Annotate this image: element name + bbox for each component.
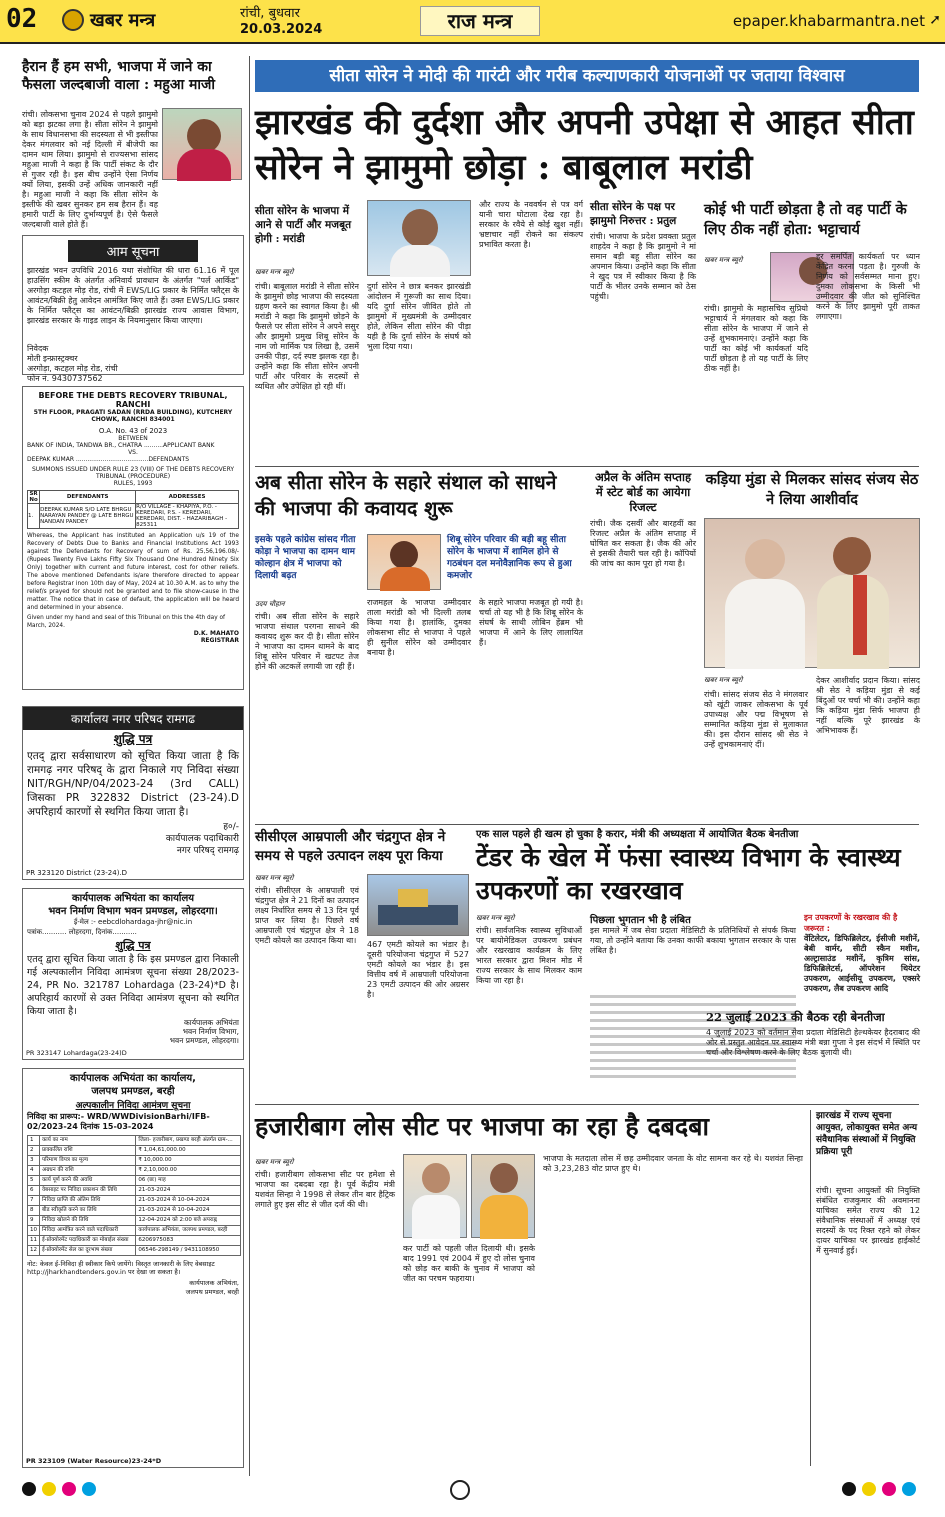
- health-kicker: एक साल पहले ही खत्म हो चुका है करार, मंत्री की अध्यक्षता में आयोजित बैठक बेनतीजा: [476, 829, 799, 840]
- tender-cell: 6: [28, 1186, 40, 1196]
- health-headline: टेंडर के खेल में फंसा स्वास्थ्य विभाग के स्वास्थ्य उपकरणों का रखरखाव: [476, 843, 901, 905]
- hazaribagh-body: रांची। हजारीबाग लोकसभा सीट पर हमेशा से भाजपा का दबदबा रहा है। पूर्व केंद्रीय मंत्री यशवंत सिन्हा ने 1998 से लेकर तीन बार हैट्रिक लगाते हुए इस सीट से जीत दर्ज की थी।: [255, 1170, 395, 1209]
- ramgarh-notice: [22, 706, 244, 880]
- column-rule: [249, 56, 250, 1476]
- register-mark-icon: [450, 1480, 470, 1500]
- tender-row: [28, 1176, 241, 1186]
- tender-cell: कार्य का नाम: [40, 1136, 136, 1146]
- drt-td-def: DEEPAK KUMAR S/O LATE BHRGU NARAYAN PANDEY @ LATE BHRGU NANDAN PANDEY: [40, 504, 136, 529]
- barhi-table: [27, 1135, 241, 1256]
- tender-cell: 10: [28, 1226, 40, 1236]
- issue-date: 20.03.2024: [240, 22, 323, 37]
- barhi-sign: कार्यपालक अभियंता, जलपथ प्रमण्डल, बरही: [185, 1279, 239, 1296]
- tender-cell: 21-03-2024 से 10-04-2024: [136, 1206, 241, 1216]
- lohardaga-body: एतद् द्वारा सूचित किया जाता है कि इस प्रमण्डल द्वारा निकाली गई अल्पकालीन निविदा आमंत्रण सूचना संख्या 28/2023-24, PR No. 321787 Lohardaga (23-24)*D है। अपरिहार्य कारणों से उक्त निविदा आमंत्रण सूचना को स्थगित किया जाता है।: [27, 954, 239, 1017]
- candidate-photo: [471, 1154, 535, 1238]
- tender-cell: 12-04-2024 को 2:00 बजे अपराह्न: [136, 1216, 241, 1226]
- marandi-body-2: दुर्गा सोरेन ने छात्र बनकर झारखंडी आंदोलन में गुरूजी का साथ दिया। यदि दुर्गा सोरेन जीवित होते तो झामुमो में मुख्यमंत्री के उम्मीदवार होते, लेकिन सीता सोरेन की पीड़ा यही है कि दुर्गा सोरेन के संघर्ष को भुला दिया गया।: [367, 282, 471, 351]
- drt-vs: VS.: [128, 449, 138, 456]
- cursor-icon: ➚: [929, 12, 941, 28]
- drt-td-sr: 1.: [28, 504, 40, 529]
- color-dots-left: [22, 1482, 102, 1498]
- tender-row: [28, 1246, 241, 1256]
- kariya-story: [704, 470, 920, 820]
- health-sub-body: इस मामले में जब सेवा प्रदाता मेडिसिटी के प्रतिनिधियों से संपर्क किया गया, तो उन्होंने बताया कि उनका काफी बकाया भुगतान सरकार के पास लंबित है।: [590, 926, 796, 955]
- tender-cell: जिला- हजारीबाग, प्रखण्ड बरही अंतर्गत ग्राम-...: [136, 1136, 241, 1146]
- tender-cell: 21-03-2024: [136, 1186, 241, 1196]
- barhi-title: अल्पकालीन निविदा आमंत्रण सूचना: [75, 1101, 191, 1111]
- marandi-body: रांची। बाबूलाल मरांडी ने सीता सोरेन के झामुमो छोड़ भाजपा की सदस्यता ग्रहण करने का स्वागत किया है। श्री मरांडी ने कहा कि झामुमो छोड़ने के फैसले पर सीता सोरेन ने अपने ससुर और झामुमो प्रमुख शिबू सोरेन के नाम जो मार्मिक पत्र लिखा है, उसमें उनकी पीड़ा, दर्द स्पष्ट झलक रहा है। उन्होंने कहा कि सीता सोरेन अपनी पार्टी और परिवार के सदस्यों से व्यथित और उपेक्षित हो रही थीं।: [255, 282, 359, 391]
- section-name: राज मन्त्र: [420, 6, 540, 36]
- lead-headline: झारखंड की दुर्दशा और अपनी उपेक्षा से आहत सीता सोरेन ने झामुमो छोड़ा : बाबूलाल मरांडी: [255, 102, 914, 188]
- aam-suchna-body: झारखंड भवन उपविधि 2016 यथा संशोधित की धारा 61.16 में पूल हाउसिंग स्कीम के अंतर्गत अनिवार्य प्रावधान के अंतर्गत "पर्ल आर्किड" अरगोड़ा कटहल मोड़ रोड, रांची में EWS/LIG प्रकार के निर्मित फ्लैट्स के आवंटन/बिक्री हेतु आवेदन आमंत्रित किए जाते हैं। उक्त EWS/LIG प्रकार के निर्मित फ्लैट्स का आवंटन/बिक्री झारखंड राज्य आवास विभाग, झारखंड सरकार के गाइड लाइन के नियमानुसार किया जाएगा।: [27, 266, 239, 325]
- tender-cell: प्राक्कलित राशि: [40, 1146, 136, 1156]
- bhattacharya-story: [704, 200, 920, 462]
- ramgarh-pr: PR 323120 District (23-24).D: [26, 869, 128, 877]
- commission-body: रांची। सूचना आयुक्तों की नियुक्ति संबंधित राजकुमार की अवमानना याचिका समेत राज्य की 12 संवैधानिक संस्थाओं में अध्यक्ष एवं सदस्यों के पद रिक्त रहने को लेकर दायर याचिका पर झारखंड हाईकोर्ट में सुनवाई हुई।: [816, 1186, 920, 1255]
- tender-cell: निविदा प्राप्ति की अंतिम तिथि: [40, 1196, 136, 1206]
- lohardaga-office: कार्यपालक अभियंता का कार्यालय भवन निर्माण विभाग भवन प्रमण्डल, लोहरदगा।: [48, 893, 218, 917]
- epaper-url[interactable]: epaper.khabarmantra.net: [732, 12, 925, 30]
- health-byline: खबर मन्त्र ब्यूरो: [476, 914, 515, 922]
- barhi-pr: PR 323109 (Water Resource)23-24*D: [26, 1457, 162, 1465]
- health-box: [804, 912, 920, 1006]
- drt-rules: RULES, 1993: [113, 480, 153, 487]
- tender-cell: 2: [28, 1146, 40, 1156]
- santhal-body-3: के सहारे भाजपा मजबूत हो गयी है। चर्चा तो यह भी है कि शिबू सोरेन के संघर्ष के साथी लोबिन हेंब्रम भी भाजपा में आने के लिए लालायित हैं।: [479, 598, 583, 647]
- sita-photo: [367, 534, 441, 590]
- hazaribagh-byline: खबर मन्त्र ब्यूरो: [255, 1158, 294, 1166]
- tender-row: [28, 1186, 241, 1196]
- lohardaga-sign: कार्यपालक अभियंता भवन निर्माण विभाग, भवन प्रमण्डल, लोहरदगा।: [169, 1018, 239, 1045]
- ccl-photo: [367, 874, 469, 936]
- drt-th-sr: SR No: [29, 491, 38, 503]
- logo-icon: [62, 9, 84, 31]
- tender-row: [28, 1136, 241, 1146]
- tender-cell: ई-प्रोक्योरमेंट सेल का दूरभाष संख्या: [40, 1246, 136, 1256]
- tender-row: [28, 1236, 241, 1246]
- ramgarh-body: एतद् द्वारा सर्वसाधारण को सूचित किया जाता है कि रामगढ़ नगर परिषद् के द्वारा निकाले गए निविदा संख्या NIT/RGH/NP/04/2023-24 (3rd CALL) जिसका PR 322832 District (23-24).D अपरिहार्य कारणों से स्थगित किया जाता है।: [27, 750, 239, 818]
- tender-cell: 21-03-2024 से 10-04-2024: [136, 1196, 241, 1206]
- tender-row: [28, 1146, 241, 1156]
- masthead-dateline: [240, 6, 322, 38]
- santhal-headline: अब सीता सोरेन के सहारे संथाल को साधने की भाजपा की कवायद शुरू: [255, 471, 557, 520]
- marandi-body-3: और राज्य के नववर्षन से पत्र वर्ग यानी चारा घोटाला देख रहा है। सरकार के रवैये से कोई खुश नहीं। भ्रष्टाचार नहीं रोकने का संकल्प प्रभावित करता है।: [479, 200, 583, 249]
- tender-cell: बीड स्वीकृति करने का तिथि: [40, 1206, 136, 1216]
- hazaribagh-body-2: कर पार्टी को पहली जीत दिलायी थी। इसके बाद 1991 एवं 2004 में हुए दो लोस चुनाव को छोड़ कर बाकी के चुनाव में भाजपा को जीत का परचम फहराया।: [403, 1244, 535, 1283]
- drt-notice: [22, 386, 244, 690]
- tender-cell: 6206975083: [136, 1236, 241, 1246]
- tender-cell: 06546-298149 / 9431108950: [136, 1246, 241, 1256]
- masthead-strip: [0, 0, 945, 44]
- health-meeting-body: 4 जुलाई 2023 को वर्तमान सेवा प्रदाता मेडिसिटी हेल्थकेयर हैदराबाद की ओर से प्रस्तुत आवेदन पर स्वास्थ्य मंत्री बन्ना गुप्ता ने इस संदर्भ में स्थिति पर चर्चा और विश्लेषण करने के लिए बैठक बुलायी थी।: [706, 1028, 920, 1057]
- tender-cell: 1: [28, 1136, 40, 1146]
- tender-cell: 3: [28, 1156, 40, 1166]
- barhi-office: कार्यपालक अभियंता का कार्यालय, जलपथ प्रमण्डल, बरही: [70, 1073, 196, 1097]
- rule-3: [255, 1104, 919, 1105]
- drt-th-def: DEFENDANTS: [40, 491, 136, 504]
- drt-sign: D.K. MAHATO REGISTRAR: [193, 630, 239, 644]
- city-day: रांची, बुधवार: [240, 6, 300, 21]
- kariya-byline: खबर मन्त्र ब्यूरो: [704, 676, 743, 684]
- logo-text: खबर मन्त्र: [90, 10, 156, 31]
- mahua-body: रांची। लोकसभा चुनाव 2024 से पहले झामुमो को बड़ा झटका लगा है। सीता सोरेन ने झामुमो के साथ विधानसभा की सदस्यता से भी इस्तीफा देकर मंगलवार को नई दिल्ली में बीजेपी का दामन थाम लिया। झामुमो से राज्यसभा सांसद महुआ माजी ने कहा है कि पार्टी संकट के दौर से गुजर रही है। इस बीच उन्होंने ऐसा निर्णय क्यों लिया, इसकी उन्हें अधिक जानकारी नहीं है। महुआ माजी ने कहा कि सीता सोरेन के इस्तीफे की खबर सुनकर हम सब हैरान हैं। वह हमारी पार्टी के लिए दुर्भाग्यपूर्ण है। ऐसे फैसले जल्दबाजी वाले होते हैं।: [22, 110, 158, 229]
- page-number: 02: [6, 4, 38, 34]
- registration-bar: [22, 1476, 922, 1504]
- masthead-logo: [62, 8, 155, 32]
- rule-1: [255, 466, 919, 467]
- marandi-subhead: सीता सोरेन के भाजपा में आने से पार्टी और मजबूत होगी : मरांडी: [255, 205, 352, 245]
- tender-cell: ₹ 2,10,000.00: [136, 1166, 241, 1176]
- kariya-body: रांची। सांसद संजय सेठ ने मंगलवार को खूंटी जाकर लोकसभा के पूर्व उपाध्यक्ष और पद्म विभूषण से सम्मानित कड़िया मुंडा से मुलाकात की। इस दौरान सांसद श्री सेठ ने उन्हें शुभकामनाएं दीं।: [704, 690, 808, 749]
- aam-suchna-box: [22, 235, 244, 383]
- lohardaga-email: ई-मेल :- eebcdlohardaga-jhr@nic.in: [73, 918, 193, 926]
- marandi-byline: खबर मन्त्र ब्यूरो: [255, 268, 294, 276]
- lohardaga-pr: PR 323147 Lohardaga(23-24)D: [26, 1049, 127, 1057]
- drt-address: 5TH FLOOR, PRAGATI SADAN (RRDA BUILDING), KUTCHERY CHOWK, RANCHI 834001: [33, 409, 233, 423]
- health-body: रांची। सार्वजनिक स्वास्थ्य सुविधाओं पर बायोमेडिकल उपकरण प्रबंधन और रखरखाव कार्यक्रम के लिए भारत सरकार द्वारा मिशन मोड में राज्य सरकार के साथ मिलकर काम किया जा रहा है।: [476, 926, 582, 985]
- drt-applicant: BANK OF INDIA, TANDWA BR., CHATRA ..........APPLICANT BANK: [27, 442, 215, 449]
- hazaribagh-story: [255, 1110, 803, 1466]
- drt-td-addr: R/O VILLAGE - KHAPIYA, P.O. - KEREDARI, P.S. - KEREDARI, KEREDARI, DIST. - HAZARIBAGH - 825311: [136, 504, 239, 529]
- barhi-footer: नोट: केवल ई-निविदा ही स्वीकार किये जायेंगे। विस्तृत जानकारी के लिए वेबसाइट http://jharkhandtenders.gov.in पर देखा जा सकता है।: [27, 1260, 215, 1276]
- santhal-byline: उदय चौहान: [255, 600, 285, 608]
- mahua-story: [22, 58, 244, 230]
- jayant-photo: [403, 1154, 467, 1238]
- aam-suchna-title: आम सूचना: [68, 240, 198, 262]
- ramgarh-office: कार्यालय नगर परिषद रामगढ: [23, 707, 243, 730]
- aam-suchna-sign: निवेदक मोती इन्फ्रास्ट्रक्चर अरगोड़ा, कटहल मोड़ रोड, रांची फोन नं. 9430737562: [27, 344, 118, 383]
- hazaribagh-body-3: भाजपा के मतदाता लोस में छह उम्मीदवार जनता के वोट सामना कर रहे थे। यशवंत सिन्हा को 3,23,283 वोट प्राप्त हुए थे।: [543, 1154, 803, 1173]
- hazaribagh-headline: हजारीबाग लोस सीट पर भाजपा का रहा है दबदबा: [255, 1112, 709, 1141]
- tender-row: [28, 1166, 241, 1176]
- tender-row: [28, 1206, 241, 1216]
- health-story: [476, 828, 920, 1100]
- color-dots-right: [842, 1482, 922, 1498]
- tender-cell: 8: [28, 1206, 40, 1216]
- tender-cell: कार्य पूर्ण करने की अवधि: [40, 1176, 136, 1186]
- tender-cell: कार्यपालक अभियंता, जलपथ प्रमण्डल, बरही: [136, 1226, 241, 1236]
- health-box-body: वेंटिलेटर, डिफिब्रिलेटर, ईसीजी मशीनें, बेबी वार्मर, सीटी स्कैन मशीन, अल्ट्रासाउंड मशीनें, कृत्रिम सांस, डिफिब्रिलेटर्स, ऑपरेशन थियेटर उपकरण, आईसीयू उपकरण, एक्सरे उपकरण, लैब उपकरण आदि: [804, 934, 920, 993]
- kariya-photo: [704, 518, 920, 668]
- tender-cell: वेबसाइट पर निविदा प्रकाशन की तिथि: [40, 1186, 136, 1196]
- tender-cell: 9: [28, 1216, 40, 1226]
- tender-cell: 5: [28, 1176, 40, 1186]
- tender-row: [28, 1196, 241, 1206]
- mahua-photo: [162, 108, 242, 180]
- health-meeting-head: 22 जुलाई 2023 की बैठक रही बेनतीजा: [706, 1010, 885, 1024]
- ccl-body-2: 467 एमटी कोयले का भंडार है। दूसरी परियोजना चंद्रगुप्त में 527 एमटी कोयले का भंडार है। इस वित्तीय वर्ष में आम्रपाली परियोजना 23 एमटी उत्पादन की ओर अग्रसर है।: [367, 940, 469, 999]
- barhi-ref: निविदा का प्रारूप:- WRD/WWDivisionBarhi/IFB- 02/2023-24 दिनांक 15-03-2024: [27, 1112, 210, 1131]
- drt-summons: SUMMONS ISSUED UNDER RULE 23 (VIII) OF THE DEBTS RECOVERY TRIBUNAL (PROCEDURE): [31, 466, 235, 480]
- rule-2: [255, 824, 919, 825]
- bhattacharya-body: रांची। झामुमो के महासचिव सुप्रियो भट्टाचार्य ने मंगलवार को कहा कि सीता सोरेन के भाजपा में जाने से उन्हें शुभकामनाएं। उन्होंने कहा कि पार्टी का कोई भी कार्यकर्ता यदि पार्टी छोड़ता है तो यह पार्टी के लिए ठीक नहीं है।: [704, 304, 808, 373]
- ramgarh-title: शुद्धि पत्र: [113, 732, 153, 746]
- tender-cell: 7: [28, 1196, 40, 1206]
- drt-header: BEFORE THE DEBTS RECOVERY TRIBUNAL, RANCHI: [38, 391, 228, 409]
- pratul-story: [590, 200, 696, 462]
- jac-story: [590, 470, 696, 820]
- ccl-headline: सीसीएल आम्रपाली और चंद्रगुप्त क्षेत्र ने समय से पहले उत्पादन लक्ष्य पूरा किया: [255, 829, 446, 864]
- drt-oa: O.A. No. 43 of 2023: [98, 427, 168, 435]
- kariya-body-2: देकर आशीर्वाद प्रदान किया। सांसद श्री सेठ ने कड़िया मुंडा से कई बिंदुओं पर चर्चा भी की। उन्होंने कहा कि कड़िया मुंडा सिर्फ भाजपा ही नहीं बल्कि पूरे झारखंड के अभिभावक हैं।: [816, 676, 920, 735]
- drt-given: Given under my hand and seal of this Tribunal on this the 4th day of March, 2024.: [27, 615, 226, 629]
- ramgarh-sign: ह०/- कार्यपालक पदाधिकारी नगर परिषद् रामगढ़: [165, 822, 239, 856]
- drt-between: BETWEEN: [118, 435, 148, 442]
- drt-th-addr: ADDRESSES: [136, 491, 239, 504]
- ccl-byline: खबर मन्त्र ब्यूरो: [255, 874, 294, 882]
- santhal-body-2: राजमहल के भाजपा उम्मीदवार ताला मरांडी को भी दिल्ली तलब किया गया है। हालांकि, दुमका लोकसभा सीट से भाजपा ने पहले ही सुनील सोरेन को उम्मीदवार बनाया है।: [367, 598, 471, 657]
- tender-cell: 06 (छः) माह: [136, 1176, 241, 1186]
- drt-body: Whereas, the Applicant has instituted an Application u/s 19 of the Recovery of Debts Due to Banks and Financial Institutions Act 1993 against the Defendants for Recovery of sum of Rs. 25,56,196.08/- (Rupees Twenty Five Lakhs Fifty Six Thousand One Hundred Ninety Six Only) together with current and future interest, cost for other reliefs. The above mentioned Defendants is/are therefore directed to appear before Registrar inon 10th day of May, 2024 at 10.30 A.M. as to why the relief/s prayed for should not be granted and to file show-cause in the matter. The notice that in case of default, the application will be heard and determined in your absence.: [27, 533, 239, 611]
- lohardaga-notice: [22, 888, 244, 1060]
- health-sub: पिछला भुगतान भी है लंबित: [590, 915, 691, 926]
- tender-cell: ₹ 10,000.00: [136, 1156, 241, 1166]
- pratul-subhead: सीता सोरेन के पक्ष पर झामुमो निरुत्तर : प्रतुल: [590, 201, 677, 227]
- rule-4: [810, 1110, 811, 1466]
- santhal-story: [255, 470, 583, 820]
- marandi-story: [255, 200, 583, 462]
- tender-cell: परिमाण विपत्र का मूल्य: [40, 1156, 136, 1166]
- tender-cell: 4: [28, 1166, 40, 1176]
- ccl-story: [255, 828, 469, 1100]
- jac-body: रांची। जैक दसवीं और बारहवीं का रिजल्ट अप्रैल के अंतिम सप्ताह में घोषित कर सकता है। जैक की ओर से इसकी तैयारी चल रही है। कॉपियों की जांच का काम पूरा हो गया है।: [590, 519, 696, 568]
- commission-story: [816, 1110, 920, 1466]
- tender-cell: 12: [28, 1246, 40, 1256]
- barhi-tender: [22, 1068, 244, 1468]
- jac-headline: अप्रैल के अंतिम सप्ताह में स्टेट बोर्ड का आयेगा रिजल्ट: [594, 470, 692, 514]
- pratul-body: रांची। भाजपा के प्रदेश प्रवक्ता प्रतुल शाहदेव ने कहा है कि झामुमो ने मां समान बड़ी बहू सीता सोरेन का अपमान किया। उन्होंने कहा कि सीता ने खुद पत्र में स्वीकार किया है कि पार्टी के भीतर उनके सम्मान को ठेस पहुंची।: [590, 232, 696, 301]
- drt-table: [27, 490, 239, 529]
- tender-cell: निविदा खोलने की तिथि: [40, 1216, 136, 1226]
- tender-cell: निविदा आमंत्रित करने वाले पदाधिकारी: [40, 1226, 136, 1236]
- tender-row: [28, 1216, 241, 1226]
- bhattacharya-byline: खबर मन्त्र ब्यूरो: [704, 256, 743, 264]
- santhal-body: रांची। अब सीता सोरेन के सहारे भाजपा संथाल परगना साधने की कवायद शुरू कर दी है। सीता सोरेन ने भाजपा का दामन थामने के बाद शिबू सोरेन परिवार में खटपट तेज होने की अटकलें लगायी जा रही हैं।: [255, 612, 359, 671]
- santhal-side: इसके पहले कांग्रेस सांसद गीता कोड़ा ने भाजपा का दामन थाम कोल्हान क्षेत्र में भाजपा को दिलायी बढ़त: [255, 535, 356, 581]
- drt-defendant: DEEPAK KUMAR ......................................DEFENDANTS: [27, 456, 190, 463]
- mahua-headline: हैरान हैं हम सभी, भाजपा में जाने का फैसला जल्दबाजी वाला : महुआ माजी: [22, 59, 216, 93]
- banner: सीता सोरेन ने मोदी की गारंटी और गरीब कल्याणकारी योजनाओं पर जताया विश्वास: [255, 60, 919, 92]
- kariya-headline: कड़िया मुंडा से मिलकर सांसद संजय सेठ ने लिया आशीर्वाद: [705, 471, 919, 508]
- santhal-quote: शिबू सोरेन परिवार की बड़ी बहू सीता सोरेन के भाजपा में शामिल होने से गठबंधन दल मनोवैज्ञानिक रूप से हुआ कमजोर: [447, 535, 572, 581]
- lohardaga-ref: पत्रांक........... लोहरदगा, दिनांक...........: [27, 928, 137, 936]
- tender-row: [28, 1226, 241, 1236]
- bhattacharya-headline: कोई भी पार्टी छोड़ता है तो वह पार्टी के लिए ठीक नहीं होता: भट्टाचार्य: [704, 201, 907, 238]
- commission-headline: झारखंड में राज्य सूचना आयुक्त, लोकायुक्त समेत अन्य संवैधानिक संस्थाओं में नियुक्ति प्रक्रिया पूरी: [816, 1111, 918, 1157]
- tender-cell: अग्रधन की राशि: [40, 1166, 136, 1176]
- tender-cell: ₹ 1,04,61,000.00: [136, 1146, 241, 1156]
- tender-cell: ई-प्रोक्योरमेंट पदाधिकारी का मोबाईल संख्या: [40, 1236, 136, 1246]
- tender-cell: 11: [28, 1236, 40, 1246]
- bhattacharya-body-2: हर समर्पित कार्यकर्ता पर ध्यान केंद्रित करना पड़ता है। गुरुजी के निर्णय को सर्वसम्मत माना हुए। दुमका लोकसभा के किसी भी उम्मीदवार की जीत को सुनिश्चित करने के लिए झामुमो पूरी ताकत लगाएगा।: [816, 252, 920, 321]
- tender-row: [28, 1156, 241, 1166]
- marandi-photo: [367, 200, 471, 276]
- health-box-title: इन उपकरणों के रखरखाव की है जरूरत :: [804, 913, 898, 933]
- ccl-body: रांची। सीसीएल के आम्रपाली एवं चंद्रगुप्त क्षेत्र ने 21 दिनों का उत्पादन लक्ष्य निर्धारित समय से 13 दिन पूर्व प्राप्त कर लिया है। पिछले वर्ष आम्रपाली एवं चंद्रगुप्त क्षेत्र ने 18 एमटी कोयले का उत्पादन किया था।: [255, 886, 359, 945]
- lohardaga-title: शुद्धि पत्र: [115, 939, 151, 952]
